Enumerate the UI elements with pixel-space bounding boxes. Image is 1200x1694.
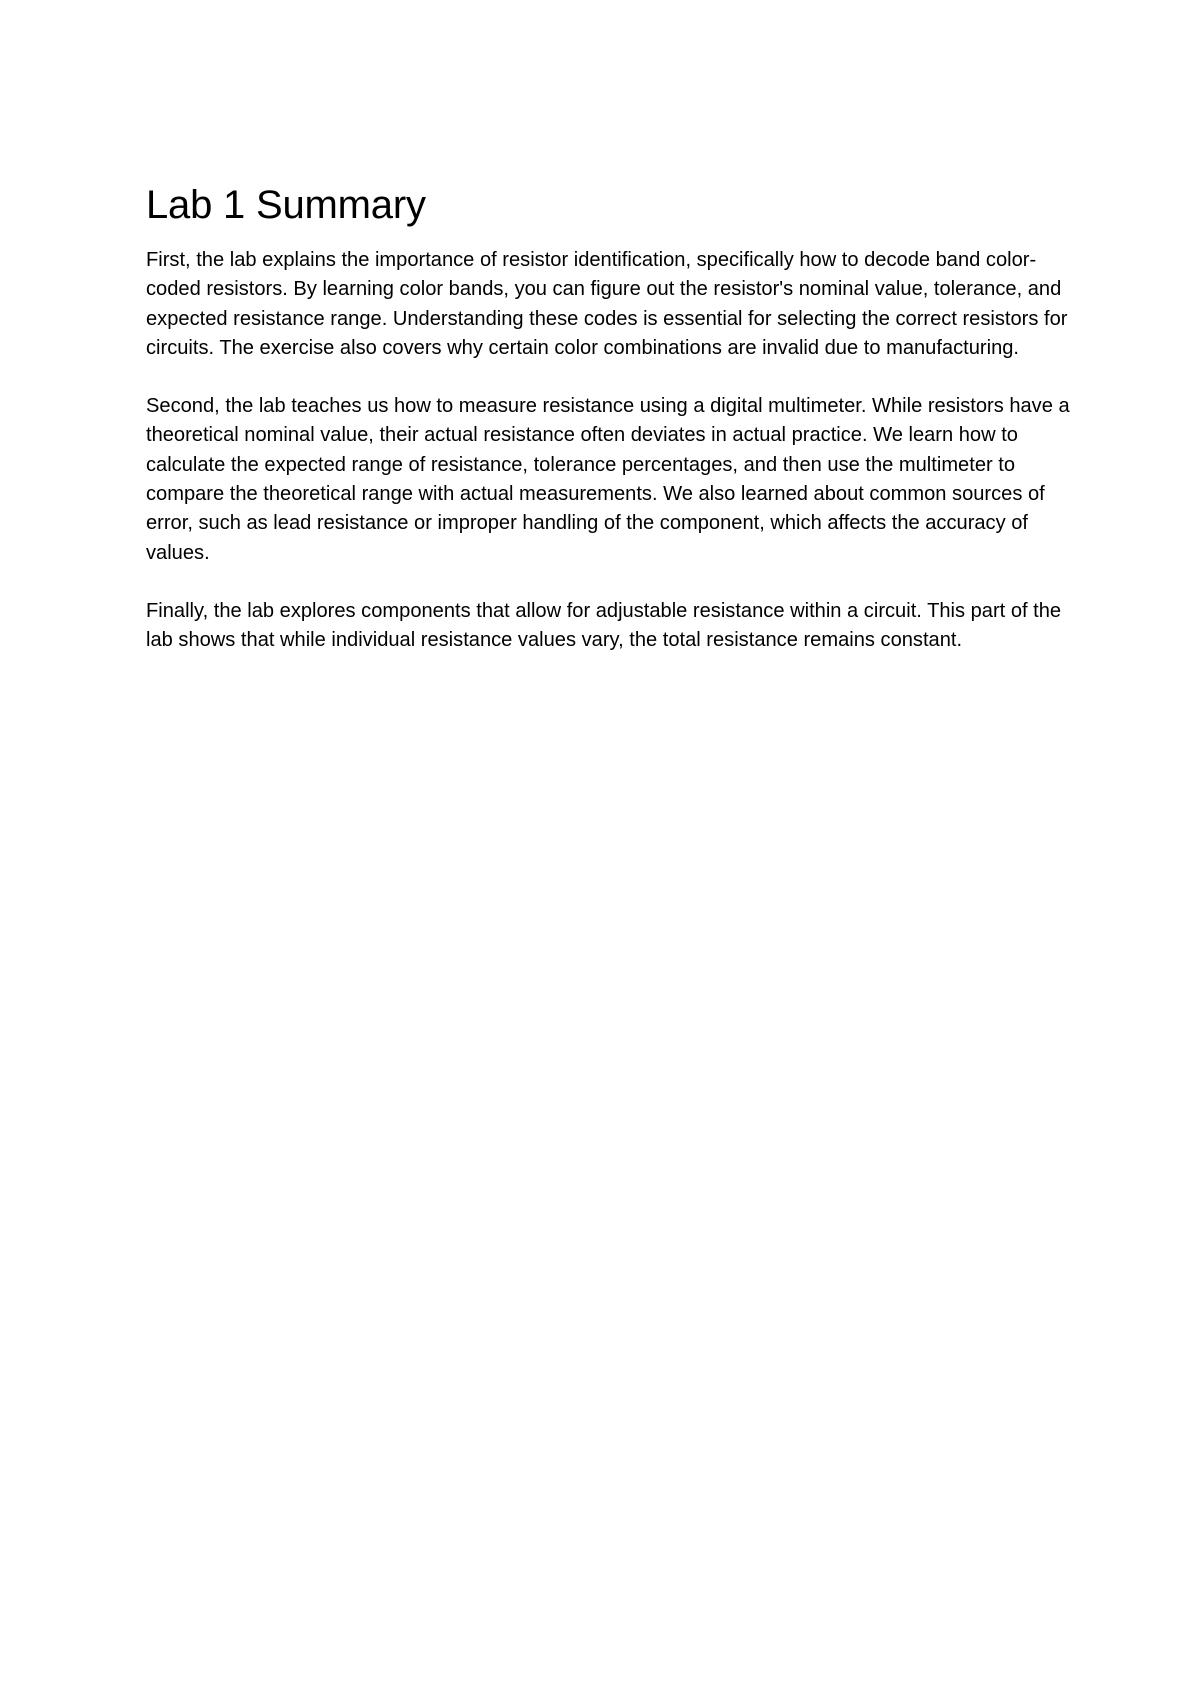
paragraph-adjustable-resistance: Finally, the lab explores components that allow for adjustable resistance within a circuit. This part of the lab shows that while individual resistance values vary, the total resistance remains constant. [146,599,1062,652]
document-body [146,182,1076,685]
paragraph-resistor-identification: First, the lab explains the importance of resistor identification, specifically how to decode band color-coded resistors. By learning color bands, you can figure out the resistor's nominal value, tolerance, and expected resistance range. Understanding these codes is essential for selecting the correct resistors for circuits. The exercise also covers why certain color combinations are invalid due to manufacturing. [146,249,1068,359]
paragraph-measuring-resistance: Second, the lab teaches us how to measure resistance using a digital multimeter. While resistors have a theoretical nominal value, their actual resistance often deviates in actual practice. We learn how to calculate the expected range of resistance, tolerance percentages, and then use the multimeter to compare the theoretical range with actual measurements. We also learned about common sources of error, such as lead resistance or improper handling of the component, which affects the accuracy of values. [146,395,1070,564]
document-title: Lab 1 Summary [146,183,426,227]
